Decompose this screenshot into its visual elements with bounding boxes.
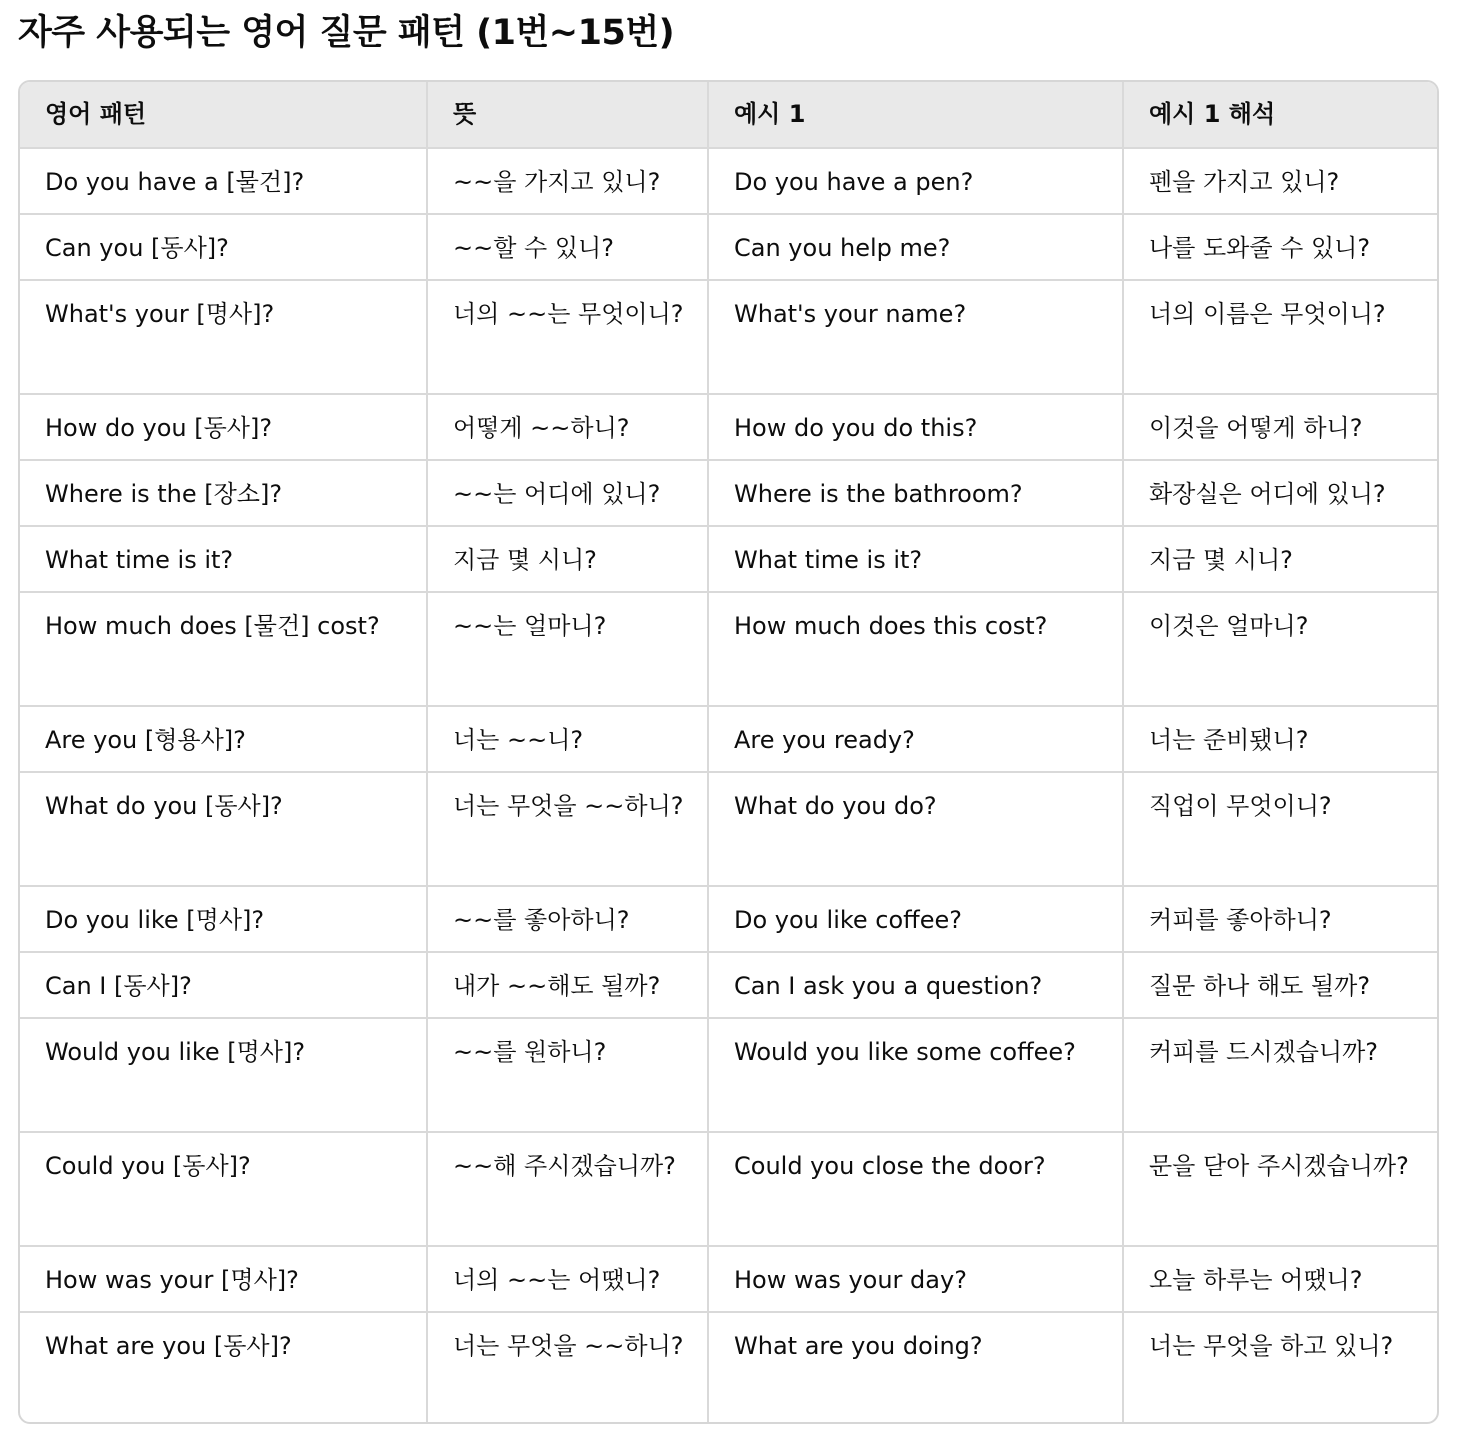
cell-meaning: ~~을 가지고 있니? xyxy=(427,148,708,214)
cell-example-translation: 커피를 좋아하니? xyxy=(1123,886,1437,952)
cell-example: Where is the bathroom? xyxy=(708,460,1123,526)
cell-example-translation: 이것을 어떻게 하니? xyxy=(1123,394,1437,460)
cell-example-translation: 이것은 얼마니? xyxy=(1123,592,1437,706)
table-header-row xyxy=(20,82,1437,148)
table-header xyxy=(20,82,1437,148)
cell-english-pattern: What time is it? xyxy=(20,526,427,592)
cell-meaning: 너는 무엇을 ~~하니? xyxy=(427,1312,708,1424)
table-row xyxy=(20,886,1437,952)
table-row xyxy=(20,394,1437,460)
cell-english-pattern: How do you [동사]? xyxy=(20,394,427,460)
cell-example-translation: 질문 하나 해도 될까? xyxy=(1123,952,1437,1018)
cell-english-pattern: What's your [명사]? xyxy=(20,280,427,394)
cell-meaning: ~~는 얼마니? xyxy=(427,592,708,706)
table-row xyxy=(20,1132,1437,1246)
cell-meaning: 너의 ~~는 어땠니? xyxy=(427,1246,708,1312)
cell-meaning: 내가 ~~해도 될까? xyxy=(427,952,708,1018)
cell-example: What time is it? xyxy=(708,526,1123,592)
cell-meaning: 너의 ~~는 무엇이니? xyxy=(427,280,708,394)
cell-example: How much does this cost? xyxy=(708,592,1123,706)
cell-example: What do you do? xyxy=(708,772,1123,886)
cell-example: Are you ready? xyxy=(708,706,1123,772)
table-row xyxy=(20,706,1437,772)
cell-example-translation: 오늘 하루는 어땠니? xyxy=(1123,1246,1437,1312)
cell-example-translation: 너의 이름은 무엇이니? xyxy=(1123,280,1437,394)
table-row xyxy=(20,952,1437,1018)
cell-example: Do you like coffee? xyxy=(708,886,1123,952)
cell-example: What's your name? xyxy=(708,280,1123,394)
cell-english-pattern: Do you have a [물건]? xyxy=(20,148,427,214)
cell-meaning: ~~는 어디에 있니? xyxy=(427,460,708,526)
cell-meaning: 지금 몇 시니? xyxy=(427,526,708,592)
cell-example: Can you help me? xyxy=(708,214,1123,280)
cell-english-pattern: Can I [동사]? xyxy=(20,952,427,1018)
cell-example: How was your day? xyxy=(708,1246,1123,1312)
cell-english-pattern: How much does [물건] cost? xyxy=(20,592,427,706)
cell-example: Could you close the door? xyxy=(708,1132,1123,1246)
table-row xyxy=(20,1312,1437,1424)
cell-english-pattern: What are you [동사]? xyxy=(20,1312,427,1424)
header-example: 예시 1 xyxy=(708,82,1123,148)
cell-english-pattern: Can you [동사]? xyxy=(20,214,427,280)
cell-example: Can I ask you a question? xyxy=(708,952,1123,1018)
cell-example-translation: 화장실은 어디에 있니? xyxy=(1123,460,1437,526)
cell-meaning: 너는 무엇을 ~~하니? xyxy=(427,772,708,886)
table-row xyxy=(20,280,1437,394)
cell-example-translation: 직업이 무엇이니? xyxy=(1123,772,1437,886)
cell-example: How do you do this? xyxy=(708,394,1123,460)
table-row xyxy=(20,214,1437,280)
cell-example: What are you doing? xyxy=(708,1312,1123,1424)
header-meaning: 뜻 xyxy=(427,82,708,148)
table-container xyxy=(18,80,1439,1424)
cell-example-translation: 문을 닫아 주시겠습니까? xyxy=(1123,1132,1437,1246)
cell-english-pattern: How was your [명사]? xyxy=(20,1246,427,1312)
table-row xyxy=(20,592,1437,706)
cell-meaning: 너는 ~~니? xyxy=(427,706,708,772)
table-row xyxy=(20,460,1437,526)
page-title: 자주 사용되는 영어 질문 패턴 (1번~15번) xyxy=(18,13,675,53)
cell-english-pattern: Where is the [장소]? xyxy=(20,460,427,526)
table-row xyxy=(20,526,1437,592)
cell-example-translation: 너는 무엇을 하고 있니? xyxy=(1123,1312,1437,1424)
cell-english-pattern: Are you [형용사]? xyxy=(20,706,427,772)
cell-meaning: 어떻게 ~~하니? xyxy=(427,394,708,460)
cell-meaning: ~~해 주시겠습니까? xyxy=(427,1132,708,1246)
cell-example-translation: 나를 도와줄 수 있니? xyxy=(1123,214,1437,280)
cell-example-translation: 지금 몇 시니? xyxy=(1123,526,1437,592)
question-pattern-table xyxy=(20,82,1437,1424)
table-row xyxy=(20,1246,1437,1312)
header-english-pattern: 영어 패턴 xyxy=(20,82,427,148)
cell-example-translation: 커피를 드시겠습니까? xyxy=(1123,1018,1437,1132)
cell-english-pattern: Could you [동사]? xyxy=(20,1132,427,1246)
cell-example-translation: 너는 준비됐니? xyxy=(1123,706,1437,772)
table-row xyxy=(20,148,1437,214)
cell-meaning: ~~를 원하니? xyxy=(427,1018,708,1132)
cell-meaning: ~~할 수 있니? xyxy=(427,214,708,280)
cell-meaning: ~~를 좋아하니? xyxy=(427,886,708,952)
table-row xyxy=(20,772,1437,886)
cell-example: Would you like some coffee? xyxy=(708,1018,1123,1132)
header-example-translation: 예시 1 해석 xyxy=(1123,82,1437,148)
cell-english-pattern: Do you like [명사]? xyxy=(20,886,427,952)
cell-example: Do you have a pen? xyxy=(708,148,1123,214)
cell-english-pattern: Would you like [명사]? xyxy=(20,1018,427,1132)
table-row xyxy=(20,1018,1437,1132)
cell-example-translation: 펜을 가지고 있니? xyxy=(1123,148,1437,214)
cell-english-pattern: What do you [동사]? xyxy=(20,772,427,886)
table-body xyxy=(20,148,1437,1424)
